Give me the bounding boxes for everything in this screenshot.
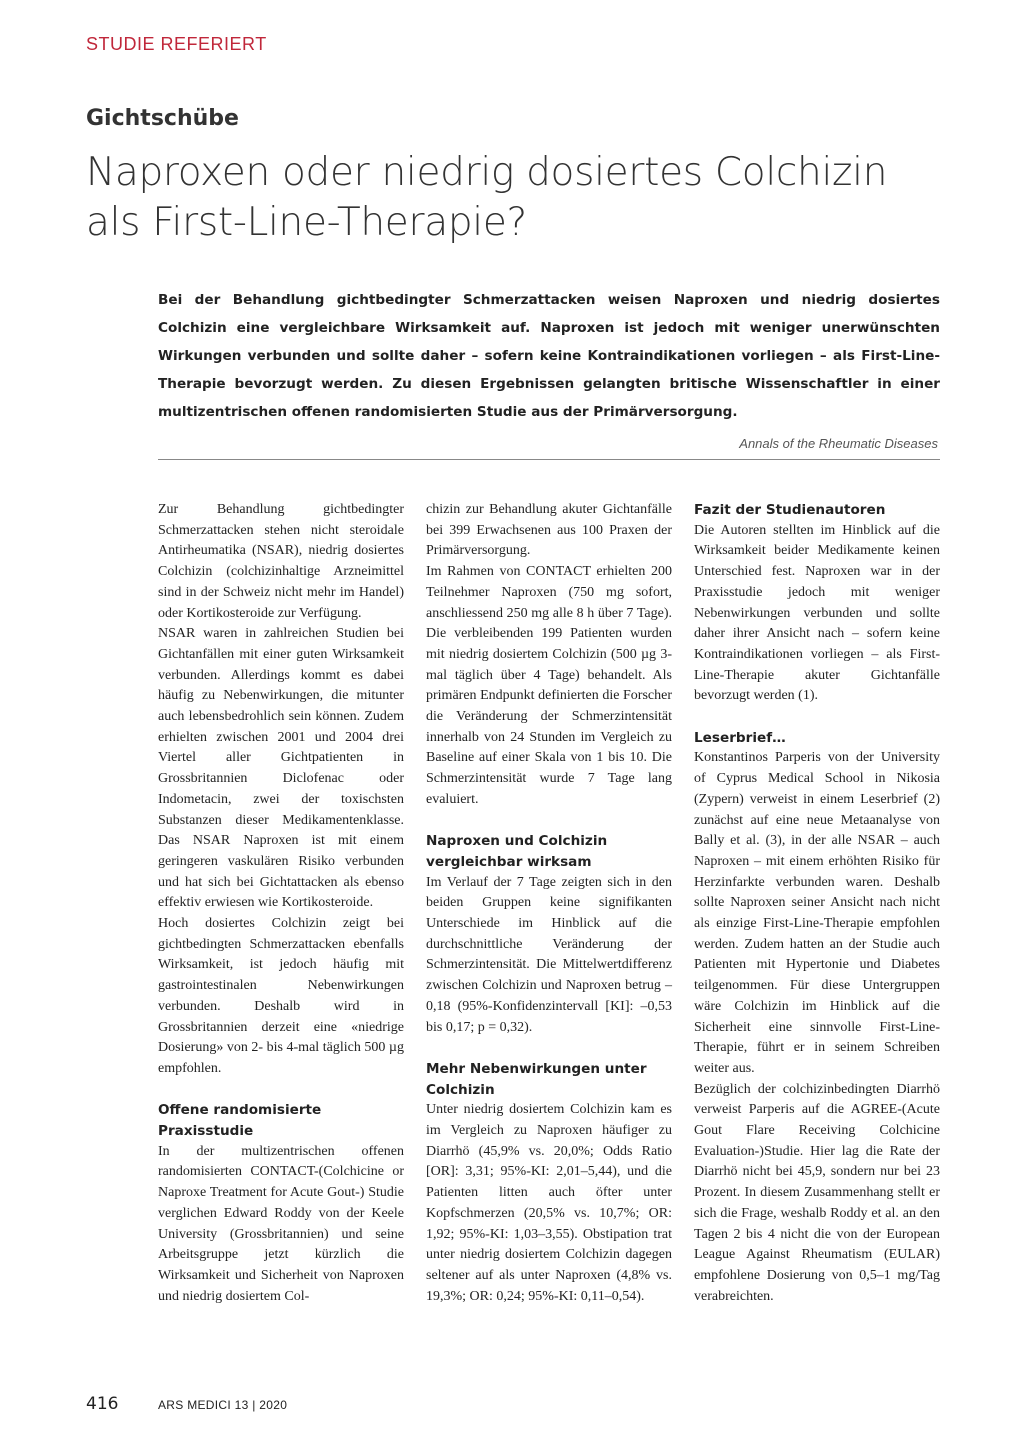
subheading: Mehr Nebenwirkungen unter Colchizin xyxy=(426,1060,647,1098)
paragraph: Zur Behandlung gichtbedingter Schmerzattacken stehen nicht steroidale Antirheumatika (NSAR), niedrig dosiertes Colchizin (colchizinhaltige Arzneimittel sind in der Schweiz nicht mehr im Handel) oder Kortikosteroide zur Verfügung. xyxy=(158,502,404,621)
title-line-1: Naproxen oder niedrig dosiertes Colchizin xyxy=(86,150,888,195)
paragraph: Die Autoren stellten im Hinblick auf die Wirksamkeit beider Medikamente keinen Unterschied fest. Naproxen war in der Praxisstudie jedoch mit weniger Nebenwirkungen verbunden und sollte daher ihrer Ansicht nach – sofern keine Kontraindikationen vorliegen – als First-Line-Therapie akuter Gichtanfälle bevorzugt werden (1). xyxy=(694,522,940,704)
column-1 xyxy=(158,500,404,1307)
paragraph: chizin zur Behandlung akuter Gichtanfälle bei 399 Erwachsenen aus 100 Praxen der Primärversorgung. xyxy=(426,502,672,559)
title-line-2: als First-Line-Therapie? xyxy=(86,200,527,245)
column-2 xyxy=(426,500,672,1307)
subheading: Fazit der Studienautoren xyxy=(694,502,886,518)
paragraph: Im Rahmen von CONTACT erhielten 200 Teilnehmer Naproxen (750 mg sofort, anschliessend 250 mg alle 8 h über 7 Tage). Die verbleibenden 199 Patienten wurden mit niedrig dosiertem Colchizin (500 µg 3-mal täglich über 4 Tage) behandelt. Als primären Endpunkt definierten die Forscher die Veränderung der Schmerzintensität innerhalb von 24 Stunden im Vergleich zu Baseline auf einer Skala von 1 bis 10. Die Schmerzintensität wurde 7 Tage lang evaluiert. xyxy=(426,564,672,807)
paragraph: Bezüglich der colchizinbedingten Diarrhö verweist Parperis auf die AGREE-(Acute Gout Flare Receiving Colchicine Evaluation-)Studie. Hier lag die Rate der Diarrhö nicht bei 45,9, sondern nur bei 23 Prozent. In diesem Zusammenhang stellt er sich die Frage, weshalb Roddy et al. an den Tagen 2 bis 4 nicht die von der European League Against Rheumatism (EULAR) empfohlene Dosierung von 0,5–1 mg/Tag verabreichten. xyxy=(694,1081,940,1304)
paragraph: NSAR waren in zahlreichen Studien bei Gichtanfällen mit einer guten Wirksamkeit verbunden. Allerdings kommt es dabei häufig zu Nebenwirkungen, die mitunter auch lebensbedrohlich sein können. Zudem erhielten zwischen 2001 und 2004 drei Viertel aller Gichtpatienten in Grossbritannien Diclofenac oder Indometacin, zwei der toxischsten Substanzen dieser Medikamentenklasse. Das NSAR Naproxen ist mit einem geringeren vaskulären Risiko verbunden und hat sich bei Gichtattacken als ebenso effektiv erwiesen wie Kortikosteroide. xyxy=(158,626,404,911)
journal-issue: ARS MEDICI 13 | 2020 xyxy=(158,1398,288,1412)
source-citation: Annals of the Rheumatic Diseases xyxy=(739,436,938,451)
article-title xyxy=(86,148,946,248)
article-kicker: Gichtschübe xyxy=(86,106,239,131)
paragraph: Im Verlauf der 7 Tage zeigten sich in den beiden Gruppen keine signifikanten Unterschiede im Hinblick auf die durchschnittliche Veränderung der Schmerzintensität. Die Mittelwertdifferenz zwischen Colchizin und Naproxen betrug –0,18 (95%-Konfidenzintervall [KI]: –0,53 bis 0,17; p = 0,32). xyxy=(426,874,672,1035)
subheading: Leserbrief… xyxy=(694,729,786,746)
paragraph: Konstantinos Parperis von der University of Cyprus Medical School in Nikosia (Zypern) verweist in einem Leserbrief (2) zunächst auf eine neue Metaanalyse von Bally et al. (3), in der alle NSAR – auch Naproxen – mit einem erhöhten Risiko für Herzinfarkte verbunden waren. Deshalb sollte Naproxen seiner Ansicht nach nicht als einzige First-Line-Therapie empfohlen werden. Zudem hatten an der Studie auch Patienten mit Hypertonie und Diabetes teilgenommen. Für diese Untergruppen wäre Colchizin im Hinblick auf die Sicherheit eine sinnvolle First-Line-Therapie, führt er in seinem Schreiben weiter aus. xyxy=(694,750,940,1076)
subheading: Naproxen und Colchizin vergleichbar wirksam xyxy=(426,833,608,870)
paragraph: Hoch dosiertes Colchizin zeigt bei gichtbedingten Schmerzattacken ebenfalls Wirksamkeit, ist jedoch häufig mit gastrointestinalen Nebenwirkungen verbunden. Deshalb wird in Grossbritannien derzeit eine «niedrige Dosierung» von 2- bis 4-mal täglich 500 µg empfohlen. xyxy=(158,916,404,1076)
section-label: STUDIE REFERIERT xyxy=(86,34,267,54)
paragraph: Unter niedrig dosiertem Colchizin kam es im Vergleich zu Naproxen häufiger zu Diarrhö (45,9% vs. 20,0%; Odds Ratio [OR]: 3,31; 95%-KI: 2,01–5,44), und die Patienten litten auch öfter unter Kopfschmerzen (20,5% vs. 10,7%; OR: 1,92; 95%-KI: 1,03–3,55). Obstipation trat unter niedrig dosiertem Colchizin dagegen seltener auf als unter Naproxen (4,8% vs. 19,3%; OR: 0,24; 95%-KI: 0,11–0,54). xyxy=(426,1102,672,1304)
divider xyxy=(158,459,940,460)
paragraph: In der multizentrischen offenen randomisierten CONTACT-(Colchicine or Naproxe Treatment for Acute Gout-) Studie verglichen Edward Roddy von der Keele University (Grossbritannien) und seine Arbeitsgruppe jetzt kürzlich die Wirksamkeit und Sicherheit von Naproxen und niedrig dosiertem Col- xyxy=(158,1143,404,1304)
article-lead: Bei der Behandlung gichtbedingter Schmerzattacken weisen Naproxen und niedrig dosiertes Colchizin eine vergleichbare Wirksamkeit auf. Naproxen ist jedoch mit weniger unerwünschten Wirkungen verbunden und sollte daher – sofern keine Kontraindikationen vorliegen – als First-Line-Therapie bevorzugt werden. Zu diesen Ergebnissen gelangten britische Wissenschaftler in einer multizentrischen offenen randomisierten Studie aus der Primärversorgung. xyxy=(158,292,940,420)
page-number: 416 xyxy=(86,1394,119,1414)
subheading: Offene randomisierte Praxisstudie xyxy=(158,1102,322,1140)
column-3 xyxy=(694,500,940,1307)
